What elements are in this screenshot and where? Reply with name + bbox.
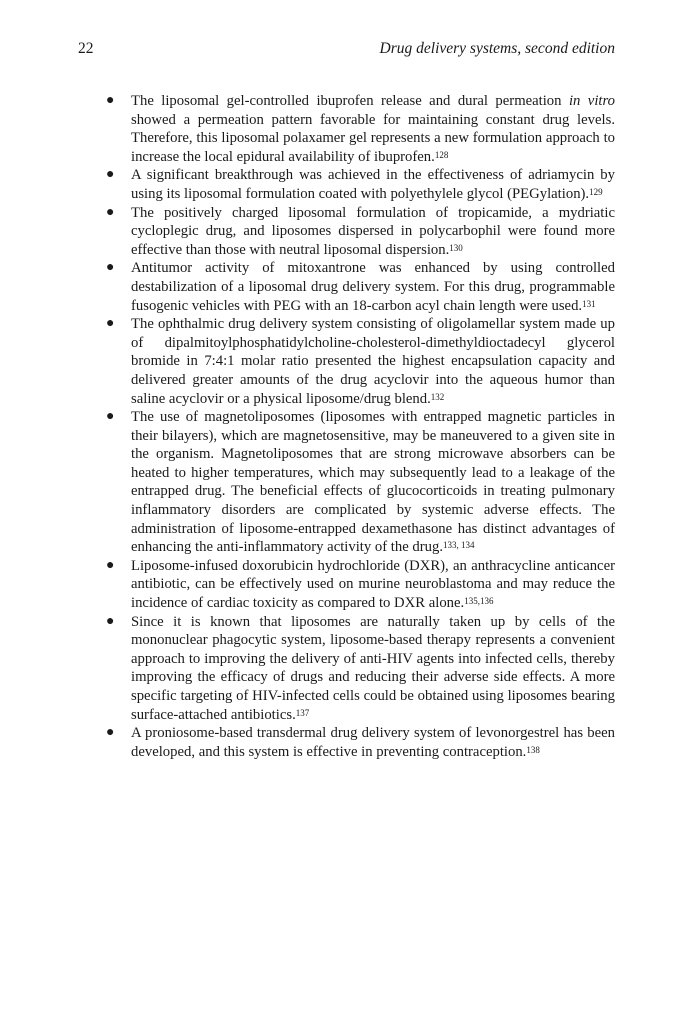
bullet-icon: ● <box>106 557 115 573</box>
bullet-icon: ● <box>106 409 115 425</box>
item-text: A proniosome-based transdermal drug delivery system of levonorgestrel has been developed, and this system is effective in preventing contraception. <box>131 725 615 760</box>
reference-superscript: 129 <box>589 186 603 197</box>
list-item <box>100 557 615 613</box>
list-item <box>100 204 615 260</box>
bullet-icon: ● <box>106 167 115 183</box>
reference-superscript: 132 <box>430 391 445 402</box>
item-text: Since it is known that liposomes are naturally taken up by cells of the mononuclear phagocytic system, liposome-based therapy represents a convenient approach to improving the delivery of anti-HIV agents into infected cells, thereby improving the efficacy of drugs and reducing their adverse side effects. A more specific targeting of HIV-infected cells could be obtained using liposomes bearing surface-attached antibiotics. <box>131 613 615 723</box>
list-item <box>100 408 615 557</box>
item-text: A significant breakthrough was achieved in the effectiveness of adriamycin by using its liposomal formulation coated with polyethylele glycol (PEGylation). <box>131 167 615 202</box>
reference-superscript: 133, 134 <box>443 540 475 551</box>
page-header <box>72 40 615 62</box>
item-text-before: The liposomal gel-controlled ibuprofen release and dural permeation <box>131 93 569 109</box>
page-number: 22 <box>78 40 94 57</box>
bullet-icon: ● <box>106 613 115 629</box>
item-text: The ophthalmic drug delivery system consisting of oligolamellar system made up of dipalmitoylphosphatidylcholine-cholesterol-dimethyldioctadecyl glycerol bromide in 7:4:1 molar ratio presented the highest encapsulation capacity and delivered greater amounts of the drug acyclovir into the aqueous humor than saline acyclovir or a physical liposome/drug blend. <box>131 316 615 407</box>
reference-superscript: 128 <box>434 149 449 160</box>
item-text: The positively charged liposomal formulation of tropicamide, a mydriatic cycloplegic drug, and liposomes dispersed in polycarbophil were found more effective than those with neutral liposomal dispersion. <box>131 204 615 258</box>
bullet-icon: ● <box>106 725 115 741</box>
bullet-icon: ● <box>106 93 115 108</box>
list-item <box>100 259 615 315</box>
reference-superscript: 137 <box>295 707 310 718</box>
item-text: Liposome-infused doxorubicin hydrochloride (DXR), an anthracycline anticancer antibiotic, can be effectively used on murine neuroblastoma and may reduce the incidence of cardiac toxicity as compared to DXR alone. <box>131 557 615 612</box>
list-item <box>100 315 615 408</box>
list-item <box>100 166 615 203</box>
reference-superscript: 135,136 <box>464 596 494 607</box>
bullet-icon: ● <box>106 316 115 332</box>
bullet-icon: ● <box>106 260 115 276</box>
list-item <box>100 92 615 166</box>
item-text: Antitumor activity of mitoxantrone was enhanced by using controlled destabilization of a liposomal drug delivery system. For this drug, programmable fusogenic vehicles with PEG with an 18-carbon acyl chain length were used. <box>131 260 615 314</box>
list-item <box>100 724 615 761</box>
list-item <box>100 613 615 725</box>
item-text: The use of magnetoliposomes (liposomes with entrapped magnetic particles in their bilayers), which are magnetosensitive, may be maneuvered to a given site in the organism. Magnetoliposomes that are strong microwave absorbers can be heated to higher temperatures, which may subsequently lead to a leakage of the entrapped drug. The beneficial effects of glucocorticoids in treating pulmonary inflammatory disorders are complicated by systemic adverse effects. The administration of liposome-entrapped dexamethasone has distinct advantages of enhancing the anti-inflammatory activity of the drug. <box>131 409 615 556</box>
item-text-after: showed a permeation pattern favorable for maintaining constant drug levels. Therefore, this liposomal polaxamer gel represents a new formulation approach to increase the local epidural availability of ibuprofen. <box>131 111 615 165</box>
reference-superscript: 130 <box>449 242 463 253</box>
item-italic-text: in vitro <box>568 93 615 109</box>
reference-superscript: 131 <box>582 298 596 309</box>
reference-superscript: 138 <box>526 744 540 755</box>
bullet-icon: ● <box>106 204 115 220</box>
running-title: Drug delivery systems, second edition <box>379 40 615 57</box>
bullet-list <box>100 92 615 761</box>
